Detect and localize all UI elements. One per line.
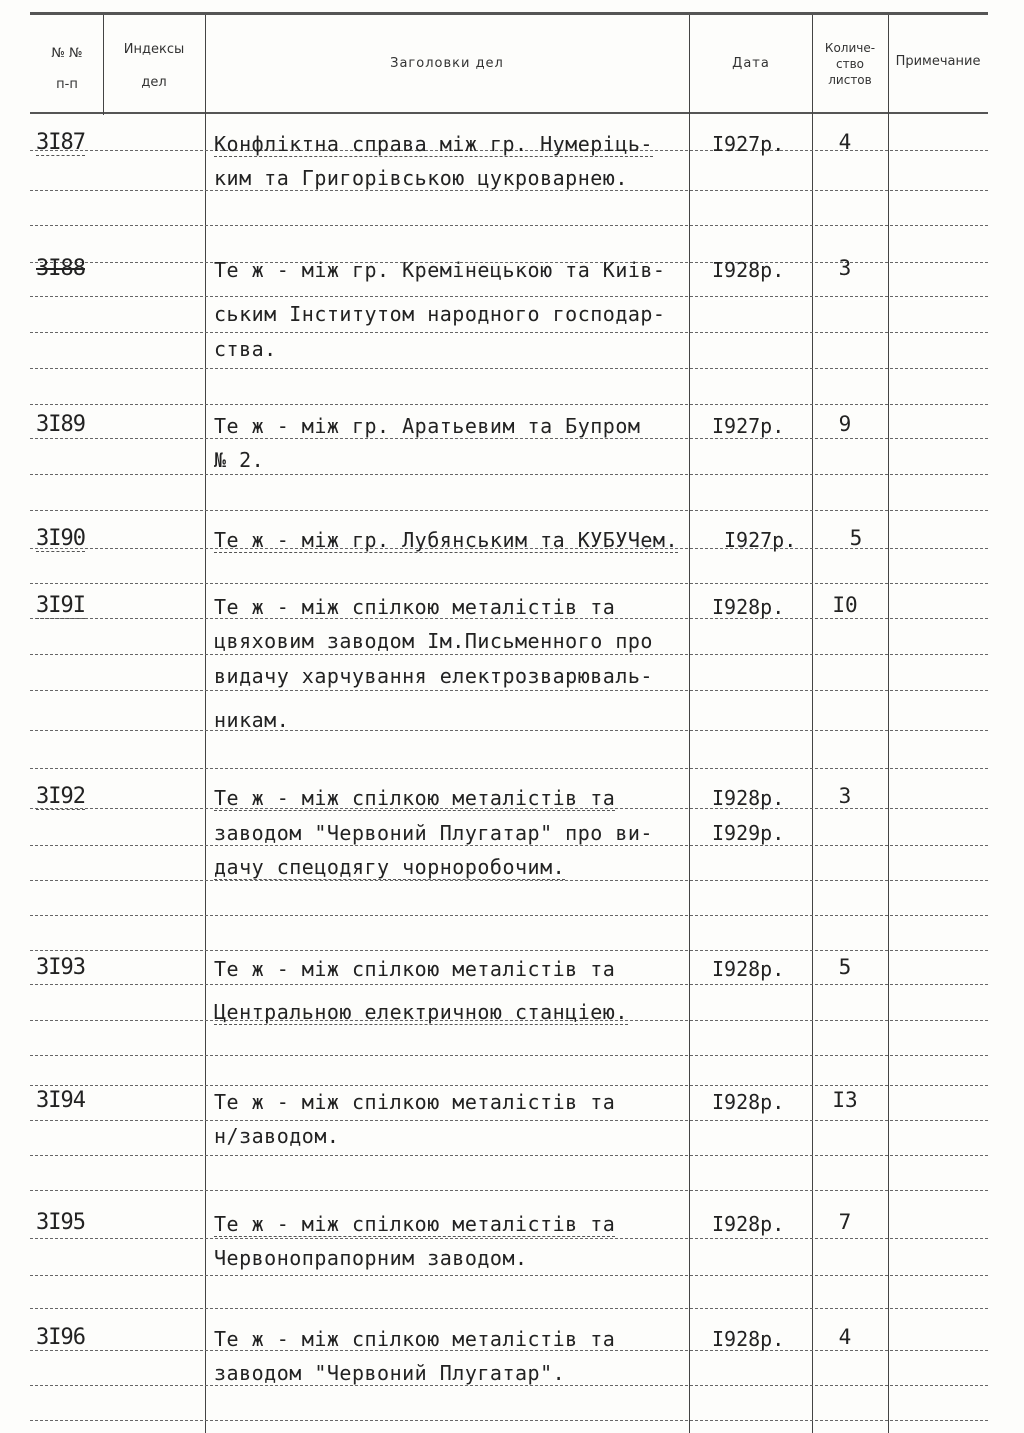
row-count: I0 xyxy=(832,593,858,617)
ruled-line xyxy=(30,368,988,370)
row-number: 3I92 xyxy=(36,784,85,809)
ruled-line xyxy=(30,1238,988,1240)
row-count: 9 xyxy=(838,412,852,436)
ruled-line xyxy=(30,730,988,732)
ruled-line xyxy=(30,332,988,334)
ruled-line xyxy=(30,768,988,770)
header-num xyxy=(34,46,100,92)
row-title-line: заводом "Червоний Плугатар". xyxy=(214,1361,566,1385)
ruled-line xyxy=(30,474,988,476)
header-date: Дата xyxy=(732,56,770,71)
row-title-line: Те ж - мiж спiлкою металiстiв та xyxy=(214,957,616,981)
row-number: 3I89 xyxy=(36,412,85,437)
row-title-line: дачу спецодягу чорноробочим. xyxy=(214,855,566,879)
row-number: 3I9I xyxy=(36,593,85,618)
row-count: 3 xyxy=(838,256,852,280)
ruled-line xyxy=(30,880,988,882)
row-title-line: Те ж - мiж гр. Лубянським та КУБУЧем. xyxy=(214,528,679,552)
row-title-line: Червонопрапорним заводом. xyxy=(214,1246,528,1270)
row-number: 3I94 xyxy=(36,1088,85,1113)
ruled-line xyxy=(30,984,988,986)
row-date: I929р. xyxy=(712,821,785,845)
row-number: 3I93 xyxy=(36,955,85,980)
row-title-line: видачу харчування електрозварюваль- xyxy=(214,664,653,688)
row-count: 3 xyxy=(838,784,852,808)
column-divider xyxy=(888,15,889,1433)
column-divider xyxy=(205,15,206,1433)
row-date: I928р. xyxy=(712,786,785,810)
row-title-line: Центральною електричною станцiею. xyxy=(214,1000,628,1024)
row-title-line: цвяховим заводом Iм.Письменного про xyxy=(214,629,653,653)
row-title-line: н/заводом. xyxy=(214,1124,340,1148)
row-title-line: заводом "Червоний Плугатар" про ви- xyxy=(214,821,653,845)
row-title-line: Те ж - мiж гр. Кремiнецькою та Киiв- xyxy=(214,258,666,282)
row-date: I928р. xyxy=(712,1090,785,1114)
row-title-line: № 2. xyxy=(214,448,265,472)
ruled-line xyxy=(30,1155,988,1157)
row-date: I927р. xyxy=(724,528,797,552)
ruled-line xyxy=(30,915,988,917)
row-title-line: ким та Григорiвською цукроварнею. xyxy=(214,166,628,190)
ruled-line xyxy=(30,404,988,406)
row-title-line: ським Iнститутом народного господар- xyxy=(214,302,666,326)
ruled-line xyxy=(30,1385,988,1387)
ruled-line xyxy=(30,1420,988,1422)
ruled-line xyxy=(30,1055,988,1057)
header-bottom-border xyxy=(30,112,988,114)
row-date: I927р. xyxy=(712,132,785,156)
ruled-line xyxy=(30,510,988,512)
row-count: 5 xyxy=(838,955,852,979)
ruled-line xyxy=(30,845,988,847)
column-divider xyxy=(103,15,104,115)
header-title: Заголовки дел xyxy=(390,56,504,71)
row-title-line: Те ж - мiж спiлкою металiстiв та xyxy=(214,1090,616,1114)
ruled-line xyxy=(30,1085,988,1087)
ruled-line xyxy=(30,1275,988,1277)
ruled-line xyxy=(30,225,988,227)
ruled-line xyxy=(30,190,988,192)
ruled-line xyxy=(30,1120,988,1122)
ruled-line xyxy=(30,1190,988,1192)
row-date: I928р. xyxy=(712,1327,785,1351)
header-count xyxy=(812,40,888,88)
column-divider xyxy=(812,15,813,1433)
header-note: Примечание xyxy=(895,54,981,69)
header-num-line1: № № xyxy=(51,46,83,61)
ruled-line xyxy=(30,690,988,692)
row-count: I3 xyxy=(832,1088,858,1112)
ruled-line xyxy=(30,296,988,298)
row-number: 3I90 xyxy=(36,526,85,551)
row-date: I927р. xyxy=(712,414,785,438)
row-number: 3I88 xyxy=(36,256,85,281)
row-number: 3I96 xyxy=(36,1325,85,1350)
row-title-line: ства. xyxy=(214,337,277,361)
row-date: I928р. xyxy=(712,1212,785,1236)
top-border xyxy=(30,12,988,15)
row-title-line: Те ж - мiж спiлкою металiстiв та xyxy=(214,1327,616,1351)
row-title-line: никам. xyxy=(214,708,290,732)
row-number: 3I87 xyxy=(36,130,85,155)
row-title-line: Те ж - мiж гр. Аратьевим та Бупром xyxy=(214,414,641,438)
header-index xyxy=(106,42,202,90)
row-date: I928р. xyxy=(712,957,785,981)
ruled-line xyxy=(30,1308,988,1310)
header-count-line3: листов xyxy=(828,73,872,87)
header-count-line2: ство xyxy=(835,57,864,71)
ruled-line xyxy=(30,583,988,585)
ruled-line xyxy=(30,950,988,952)
header-num-line2: п-п xyxy=(56,77,78,92)
header-index-line1: Индексы xyxy=(123,42,185,57)
header-index-line2: дел xyxy=(141,75,167,90)
row-date: I928р. xyxy=(712,595,785,619)
ruled-line xyxy=(30,654,988,656)
ruled-line xyxy=(30,438,988,440)
row-title-line: Те ж - мiж спiлкою металiстiв та xyxy=(214,1212,616,1236)
row-count: 5 xyxy=(849,526,863,550)
header-count-line1: Количе- xyxy=(824,41,876,55)
row-count: 4 xyxy=(838,1325,852,1349)
row-number: 3I95 xyxy=(36,1210,85,1235)
row-title-line: Те ж - мiж спiлкою металiстiв та xyxy=(214,786,616,810)
row-count: 7 xyxy=(838,1210,852,1234)
column-divider xyxy=(689,15,690,1433)
row-title-line: Конфлiктна справа мiж гр. Нумерiць- xyxy=(214,132,653,156)
row-title-line: Те ж - мiж спiлкою металiстiв та xyxy=(214,595,616,619)
row-date: I928р. xyxy=(712,258,785,282)
row-count: 4 xyxy=(838,130,852,154)
